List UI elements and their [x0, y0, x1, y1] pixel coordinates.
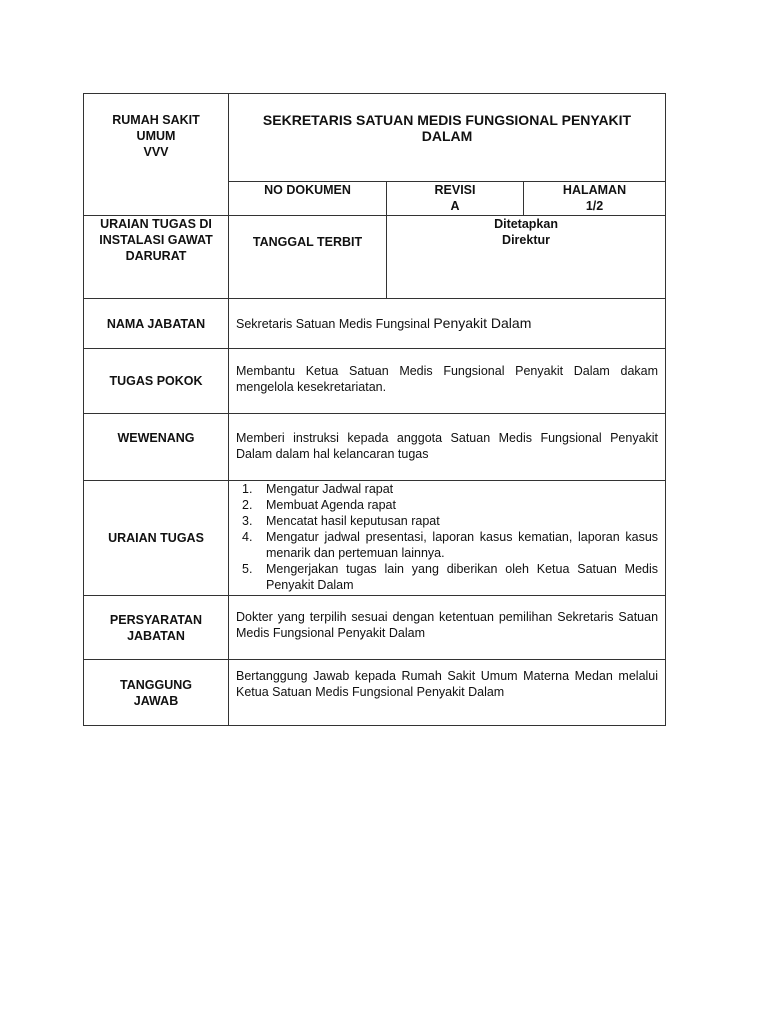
halaman-label: HALAMAN: [562, 183, 627, 197]
job-description-table: [83, 93, 666, 726]
document-title: SEKRETARIS SATUAN MEDIS FUNGSIONAL PENYAKIT DALAM: [229, 94, 666, 182]
list-item: 3. Mencatat hasil keputusan rapat: [242, 514, 440, 528]
hospital-name-line: RUMAH SAKIT: [112, 113, 200, 127]
wewenang-label: WEWENANG: [84, 414, 229, 481]
list-item: 2. Membuat Agenda rapat: [242, 498, 396, 512]
revisi-cell: [387, 182, 524, 216]
halaman-value: 1/2: [585, 199, 604, 213]
hospital-name-cell: [84, 94, 229, 216]
hospital-name-line: VVV: [143, 145, 169, 159]
direktur-label: Direktur: [502, 233, 550, 247]
wewenang-value: Memberi instruksi kepada anggota Satuan Medis Fungsional Penyakit Dalam dalam hal kelancaran tugas: [229, 414, 666, 481]
uraian-tugas-list-cell: [229, 481, 666, 596]
revisi-label: REVISI: [434, 183, 476, 197]
unit-label-cell: URAIAN TUGAS DI INSTALASI GAWAT DARURAT: [84, 216, 229, 299]
nama-jabatan-label: NAMA JABATAN: [84, 299, 229, 349]
list-item: 1. Mengatur Jadwal rapat: [242, 482, 394, 496]
ditetapkan-label: Ditetapkan: [494, 217, 558, 231]
no-dokumen-label: NO DOKUMEN: [229, 182, 387, 216]
tugas-pokok-label: TUGAS POKOK: [84, 349, 229, 414]
tugas-pokok-value: Membantu Ketua Satuan Medis Fungsional Penyakit Dalam dakam mengelola kesekretariatan.: [229, 349, 666, 414]
revisi-value: A: [450, 199, 460, 213]
ditetapkan-cell: [387, 216, 666, 299]
halaman-cell: [524, 182, 666, 216]
persyaratan-value: Dokter yang terpilih sesuai dengan ketentuan pemilihan Sekretaris Satuan Medis Fungsional Penyakit Dalam: [229, 596, 666, 660]
tanggal-terbit-label: TANGGAL TERBIT: [229, 216, 387, 299]
tanggung-jawab-label: TANGGUNG JAWAB: [84, 660, 229, 726]
uraian-tugas-label: URAIAN TUGAS: [84, 481, 229, 596]
nama-jabatan-value: Sekretaris Satuan Medis Fungsinal Penyakit Dalam: [229, 299, 666, 349]
list-item: 5. Mengerjakan tugas lain yang diberikan oleh Ketua Satuan Medis Penyakit Dalam: [242, 562, 659, 592]
tanggung-jawab-value: Bertanggung Jawab kepada Rumah Sakit Umum Materna Medan melalui Ketua Satuan Medis Fungsional Penyakit Dalam: [229, 660, 666, 726]
list-item: 4. Mengatur jadwal presentasi, laporan kasus kematian, laporan kasus menarik dan pertemuan lainnya.: [242, 530, 659, 560]
uraian-tugas-list: [236, 481, 658, 593]
persyaratan-label: PERSYARATAN JABATAN: [84, 596, 229, 660]
hospital-name-line: UMUM: [136, 129, 176, 143]
